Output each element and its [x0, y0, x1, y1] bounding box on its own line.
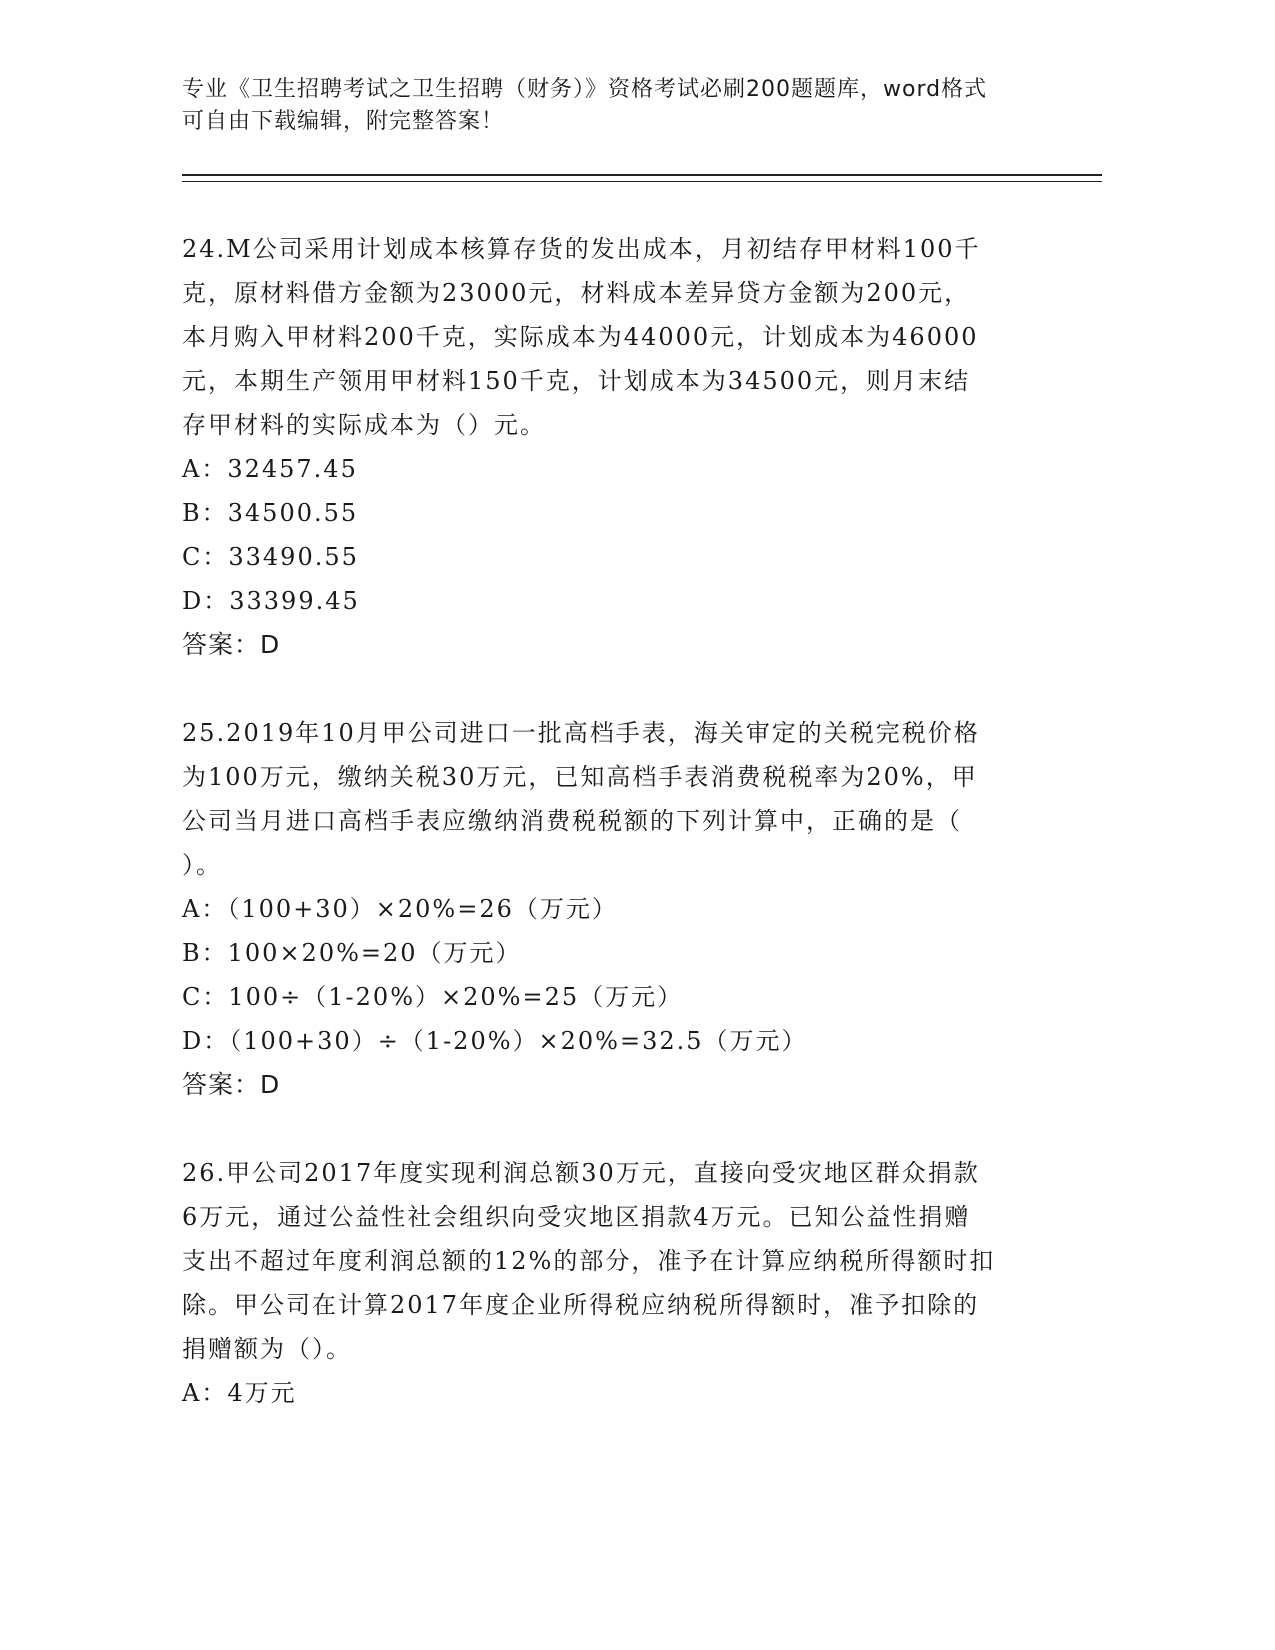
- option-b: B：34500.55: [182, 499, 359, 527]
- question-text-line: 存甲材料的实际成本为（）元。: [182, 411, 546, 439]
- question-text-line: 除。甲公司在计算2017年度企业所得税应纳税所得额时，准予扣除的: [182, 1291, 980, 1319]
- option-d: D：（100+30）÷（1-20%）×20%=32.5（万元）: [182, 1027, 808, 1055]
- header-rule-thick: [182, 174, 1102, 176]
- option-d: D：33399.45: [182, 587, 360, 615]
- answer-line: 答案：D: [182, 1070, 281, 1099]
- option-a: A：（100+30）×20%=26（万元）: [182, 895, 618, 923]
- question-text-line: 公司当月进口高档手表应缴纳消费税税额的下列计算中，正确的是（: [182, 807, 962, 835]
- question-text-line: 元，本期生产领用甲材料150千克，计划成本为34500元，则月末结: [182, 367, 971, 395]
- option-c: C：33490.55: [182, 543, 359, 571]
- document-header: [182, 74, 1062, 138]
- option-a: A：32457.45: [182, 455, 358, 483]
- question-text-line: ）。: [182, 851, 222, 879]
- question-text-line: 克，原材料借方金额为23000元，材料成本差异贷方金额为200元，: [182, 279, 971, 307]
- question-text-line: 本月购入甲材料200千克，实际成本为44000元，计划成本为46000: [182, 323, 979, 351]
- option-c: C：100÷（1-20%）×20%=25（万元）: [182, 983, 684, 1011]
- question-text-line: 26.甲公司2017年度实现利润总额30万元，直接向受灾地区群众捐款: [182, 1159, 980, 1187]
- option-a: A：4万元: [182, 1379, 297, 1407]
- question-text-line: 24.M公司采用计划成本核算存货的发出成本，月初结存甲材料100千: [182, 235, 981, 263]
- question-text-line: 为100万元，缴纳关税30万元，已知高档手表消费税税率为20%，甲: [182, 763, 978, 791]
- question-text-line: 捐赠额为（）。: [182, 1335, 352, 1363]
- header-rule-thin: [182, 181, 1102, 182]
- question-25: [182, 711, 1062, 1107]
- question-list: [182, 227, 1062, 1459]
- option-b: B：100×20%=20（万元）: [182, 939, 522, 967]
- question-text-line: 25.2019年10月甲公司进口一批高档手表，海关审定的关税完税价格: [182, 719, 980, 747]
- answer-line: 答案：D: [182, 630, 281, 659]
- header-line-1: 专业《卫生招聘考试之卫生招聘（财务）》资格考试必刷200题题库，word格式: [182, 77, 988, 102]
- question-26: [182, 1151, 1062, 1415]
- question-text-line: 支出不超过年度利润总额的12%的部分，准予在计算应纳税所得额时扣: [182, 1247, 996, 1275]
- question-text-line: 6万元，通过公益性社会组织向受灾地区捐款4万元。已知公益性捐赠: [182, 1203, 971, 1231]
- question-24: [182, 227, 1062, 667]
- header-line-2: 可自由下载编辑，附完整答案！: [182, 109, 505, 134]
